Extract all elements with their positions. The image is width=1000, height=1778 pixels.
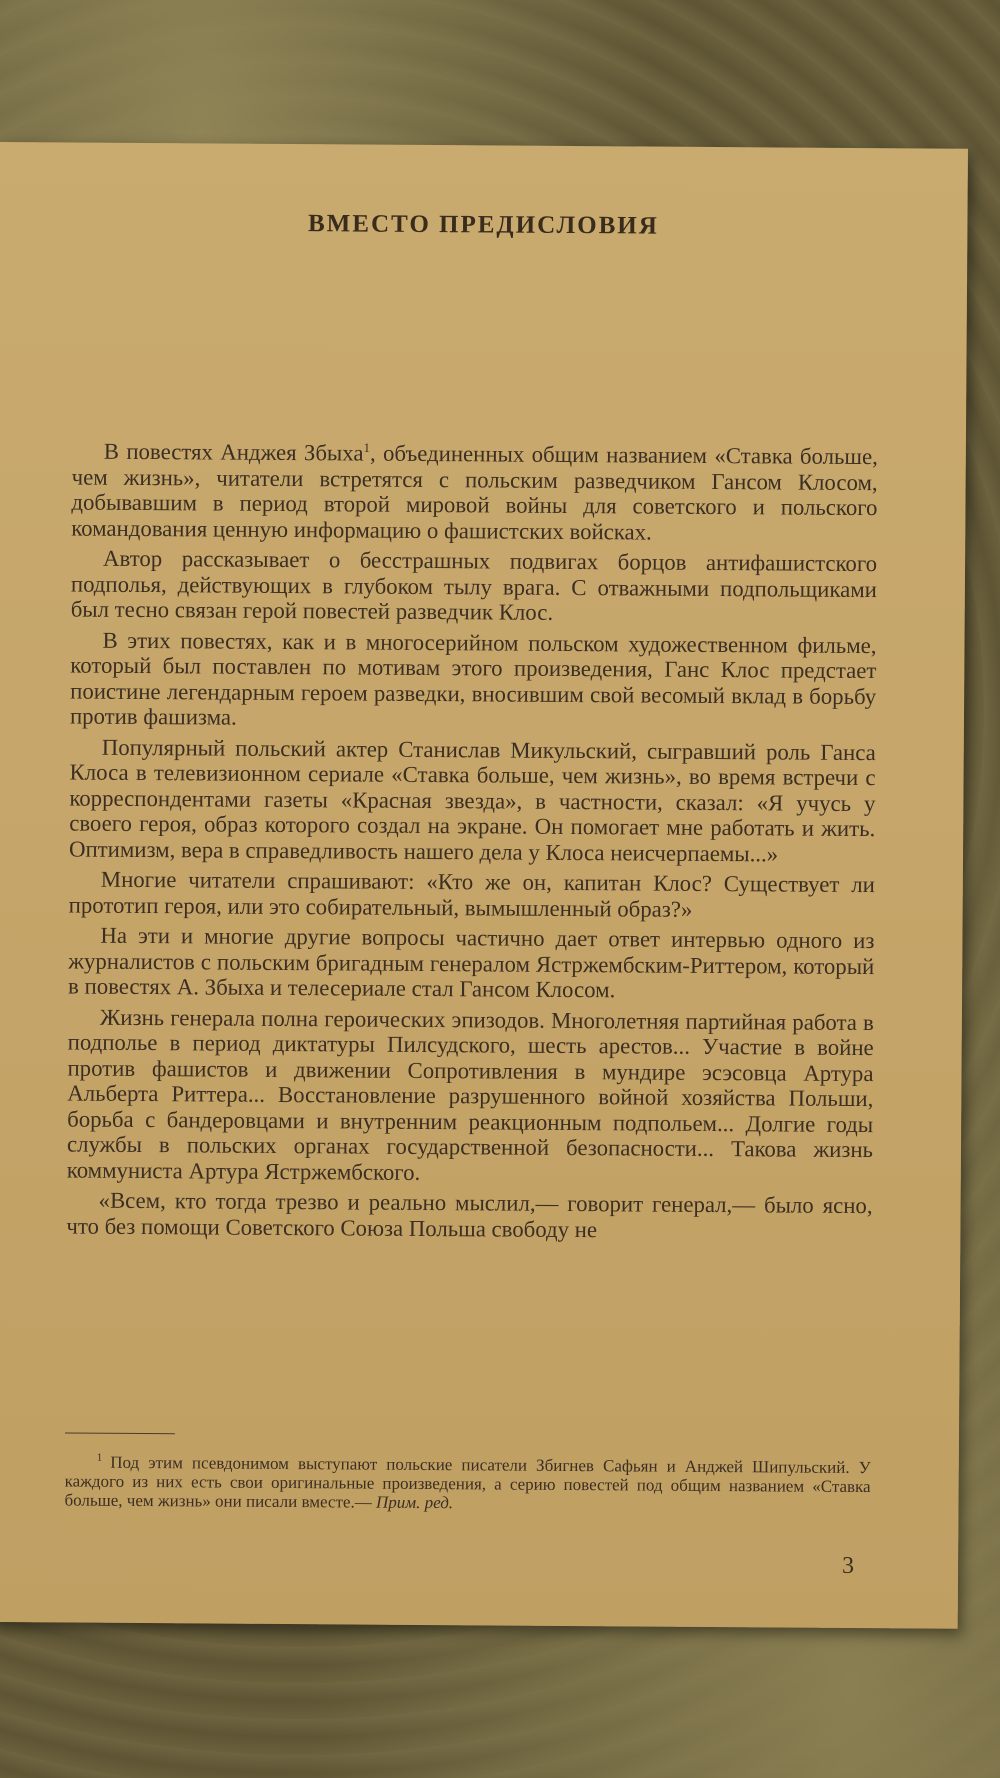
footnote-text: Под этим псевдонимом выступают польские писатели Збигнев Сафьян и Анджей Шипульский. У каждого из них есть свои оригинальные произведения, а серию повестей под общим названием «Ставка больше, чем жизнь» они писали вместе.— <box>64 1452 871 1512</box>
paragraph-2: Автор рассказывает о бесстрашных подвигах борцов антифашистского подполья, действующих в глубоком тылу врага. С отважными подпольщиками был тесно связан герой повестей разведчик Клос. <box>70 545 878 625</box>
paragraph-1 <box>71 439 878 547</box>
editor-note: Прим. ред. <box>375 1492 454 1513</box>
book-page <box>0 142 968 1629</box>
paragraph-7: Жизнь генерала полна героических эпизодов. Многолетняя партийная работа в подполье в период диктатуры Пилсудского, шесть арестов... Участие в войне против фашистов и движении Сопротивления в мундире эсэсовца Артура Альберта Риттера... Восстановление разрушенного войной хозяйства Польши, борьба с бандеровцами и внутренним реакционным подпольем... Долгие годы службы в польских органах государственной безопасности... Такова жизнь коммуниста Артура Ястржембского. <box>66 1004 874 1185</box>
page-title: ВМЕСТО ПРЕДИСЛОВИЯ <box>307 210 659 240</box>
paragraph-1-rest: , объединенных общим названием «Ставка больше, чем жизнь», читатели встретятся с польским разведчиком Гансом Клосом, добывавшим в период второй мировой войны для советского и польского командования ценную информацию о фашистских войсках. <box>71 440 878 545</box>
paragraph-3: В этих повестях, как и в многосерийном польском художественном фильме, который был поставлен по мотивам этого произведения, Ганс Клос предстает поистине легендарным героем разведки, вносившим свой весомый вклад в борьбу против фашизма. <box>69 627 877 730</box>
body-text <box>66 439 878 1250</box>
footnote <box>64 1452 870 1515</box>
paragraph-1-start: В повестях Анджея Збыха <box>103 438 364 466</box>
paragraph-5: Многие читатели спрашивают: «Кто же он, капитан Клос? Существует ли прототип героя, или это собирательный, вымышленный образ?» <box>68 866 875 922</box>
paragraph-6: На эти и многие другие вопросы частично дает ответ интервью одного из журналистов с польским бригадным генералом Ястржембским-Риттером, который в повестях А. Збыха и телесериале стал Гансом Клосом. <box>68 922 875 1003</box>
paragraph-8: «Всем, кто тогда трезво и реально мыслил,— говорит генерал,— было ясно, что без помощи Советского Союза Польша свободу не <box>66 1187 873 1242</box>
footnote-divider <box>65 1432 175 1434</box>
footnote-number: 1 <box>96 1452 103 1465</box>
page-number: 3 <box>841 1552 855 1579</box>
paragraph-4: Популярный польский актер Станислав Микульский, сыгравший роль Ганса Клоса в телевизионном сериале «Ставка больше, чем жизнь», во время встречи с корреспондентами газеты «Красная звезда», в частности, сказал: «Я учусь у своего героя, образ которого создал на экране. Он помогает мне работать и жить. Оптимизм, вера в справедливость нашего дела у Клоса неисчерпаемы...» <box>68 734 876 866</box>
footnote-reference: 1 <box>363 439 371 455</box>
